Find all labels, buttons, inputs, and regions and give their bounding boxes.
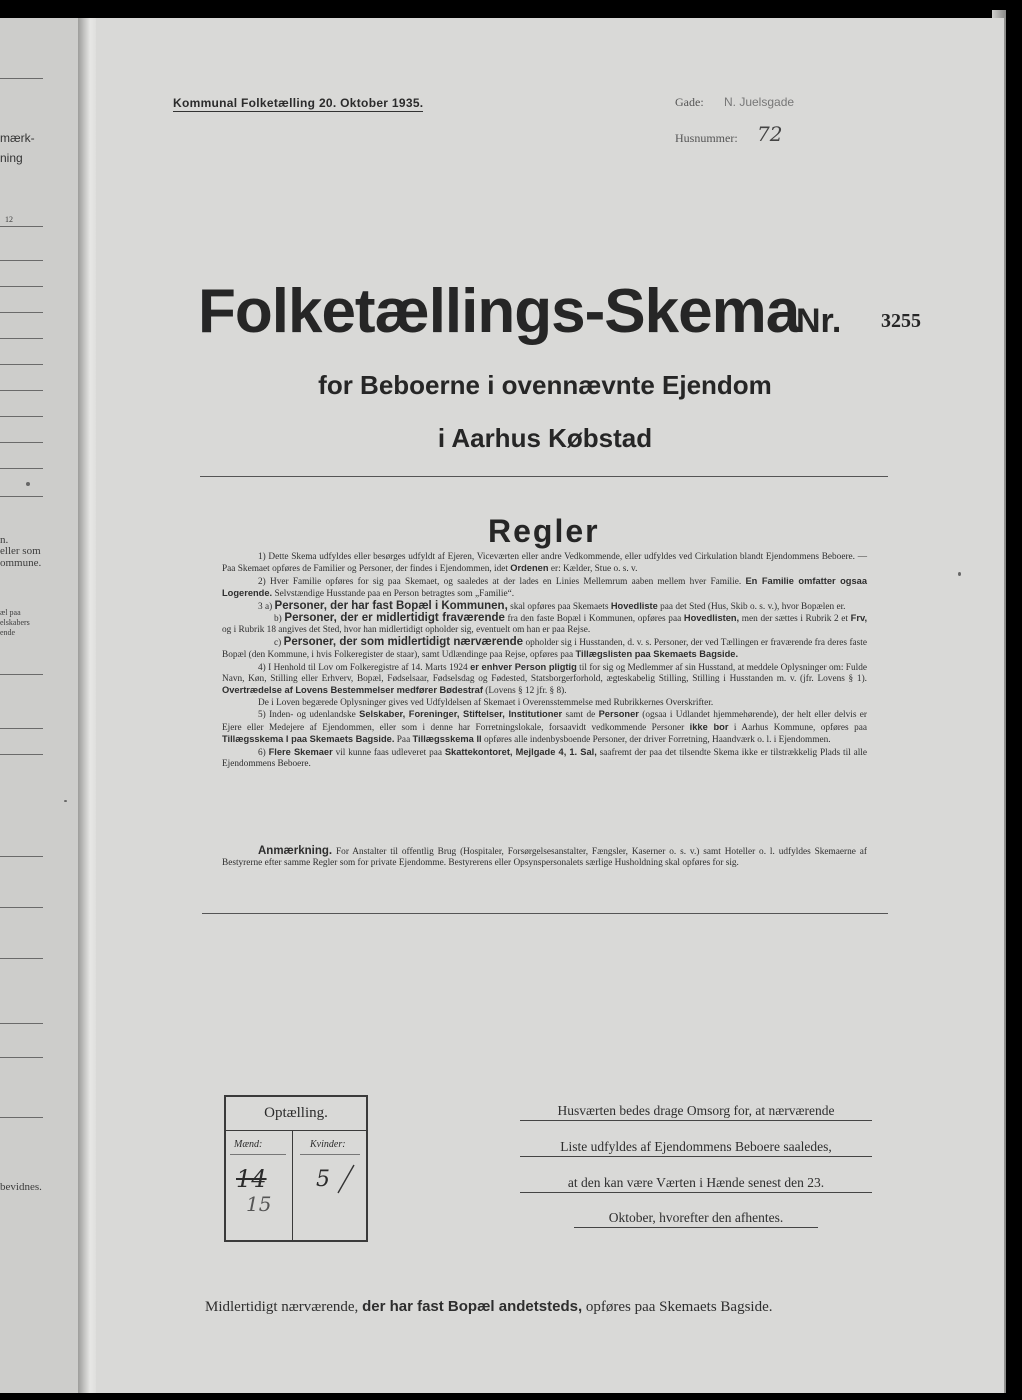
check-mark-icon — [336, 1163, 356, 1197]
house-number-value: 72 — [757, 122, 783, 146]
rule-3c: c) Personer, der som midlertidigt nærværende opholder sig i Husstanden, d. v. s. Personer, der ved Tællingen er fraværende fra deres faste Bopæl (den Kommune, i hvis Folkeregister de staar), samt Udlændinge paa Rejse, opføres paa Tillægslisten paa Skemaets Bagside. — [222, 635, 867, 661]
notice-line-4: Oktober, hvorefter den afhentes. — [574, 1210, 818, 1228]
men-count: 15 — [246, 1192, 272, 1216]
left-page-rule — [0, 338, 43, 339]
count-title: Optælling. — [264, 1105, 328, 1121]
divider — [200, 476, 888, 477]
street-label: Gade: — [675, 95, 704, 109]
footer-part-2: der har fast Bopæl andetsteds, — [362, 1298, 583, 1315]
form-subtitle-city: i Aarhus Købstad — [437, 423, 653, 453]
left-page-rule — [0, 364, 43, 365]
left-page-rule — [0, 416, 43, 417]
rule-5: 5) Inden- og udenlandske Selskaber, Foreninger, Stiftelser, Institutioner samt de Personer (ogsaa i Udlandet hjemmehørende), der helt eller delvis er Ejere eller Medejere af Ejendommen, eller som i denne har Forretningslokale, forsaavidt vedkommende Personer ikke bor i Aarhus Kommune, opføres paa Tillægsskema I paa Skemaets Bagside. Paa Tillægsskema II opføres alle indenbysboende Personer, der driver Forretning, Haandværk o. l. i Ejendommen. — [222, 709, 868, 746]
left-page-rule — [0, 958, 43, 959]
left-page-text: ende — [0, 628, 16, 637]
left-page-rule — [0, 468, 43, 469]
street-value: N. Juelsgade — [724, 95, 795, 109]
left-page-text: elskabers — [0, 618, 30, 627]
left-page-rule — [0, 728, 43, 729]
left-page-rule — [0, 856, 43, 857]
left-page-text: bevidnes. — [0, 1181, 42, 1193]
form-title: Folketællings-Skema — [198, 277, 800, 346]
left-page-text: ning — [0, 151, 23, 165]
form-nr-label: Nr. — [796, 302, 842, 340]
women-label-rule — [300, 1154, 360, 1155]
rule-3b: b) Personer, der er midlertidigt fraværende fra den faste Bopæl i Kommunen, opføres paa Hovedlisten, men der sættes i Rubrik 2 et Frv, og i Rubrik 18 angives det Sted, hvor han midlertidigt opholder sig, eventuelt om han er paa Rejse. — [222, 612, 868, 636]
rule-1: 1) Dette Skema udfyldes eller besørges udfyldt af Ejeren, Viceværten eller andre Vedkommende, eller udfyldes ved Cirkulation blandt Ejendommens Beboere. — Paa Skemaet opføres de Familier og Personer, der findes i Ejendommen, idet Ordenen er: Kælder, Stue o. s. v. — [222, 552, 867, 575]
left-page-edge — [0, 18, 82, 1393]
rule-3a: 3 a) Personer, der har fast Bopæl i Kommunen, skal opføres paa Skemaets Hovedliste paa det Sted (Hus, Skib o. s. v.), hvor Bopælen er. — [258, 599, 846, 612]
left-page-rule — [0, 312, 43, 313]
remark-label: Anmærkning. — [258, 845, 333, 857]
left-page-rule — [0, 390, 43, 391]
men-label-rule — [230, 1154, 286, 1155]
left-page-rule — [0, 286, 43, 287]
rule-6: 6) Flere Skemaer vil kunne faas udleveret paa Skattekontoret, Mejlgade 4, 1. Sal, saafremt der paa det tilsendte Skema ikke er tilstrækkelig Plads til alle Ejendommens Beboere. — [222, 746, 868, 769]
remark-text: For Anstalter til offentlig Brug (Hospitaler, Forsørgelsesanstalter, Fængsler, Kaserner o. s. v.) samt Hoteller o. l. udfyldes Skemaerne af Bestyrerne efter samme Regler som for private Ejendomme. Bestyrerens eller Opsynspersonalets særlige Husholdning skal opføres for sig. — [222, 847, 867, 869]
ink-speck — [26, 482, 30, 486]
notice-line-3: at den kan være Værten i Hænde senest den 23. — [520, 1175, 872, 1193]
left-page-rule — [0, 1023, 43, 1024]
left-page-rule — [0, 1057, 43, 1058]
left-page-rule — [0, 226, 43, 227]
ink-speck — [958, 572, 961, 576]
form-subtitle: for Beboerne i ovennævnte Ejendom — [318, 370, 772, 400]
left-page-text: ommune. — [0, 557, 42, 569]
remark — [222, 846, 867, 870]
footer-part-3: opføres paa Skemaets Bagside. — [585, 1299, 773, 1315]
footer-note — [205, 1298, 773, 1316]
rule-4-note: De i Loven begærede Oplysninger gives ved Udfyldelsen af Skemaet i Overensstemmelse med Rubrikkernes Overskrifter. — [258, 697, 714, 708]
left-page-text: eller som — [0, 545, 41, 557]
house-number-label: Husnummer: — [675, 131, 738, 145]
notice-line-2: Liste udfyldes af Ejendommens Beboere saaledes, — [520, 1139, 872, 1157]
count-rule — [226, 1130, 366, 1131]
left-page-rule — [0, 754, 43, 755]
count-box — [224, 1095, 368, 1242]
left-page-rule — [0, 907, 43, 908]
left-page-rule — [0, 496, 43, 497]
left-page-rule — [0, 1117, 43, 1118]
women-label: Kvinder: — [310, 1139, 346, 1150]
left-page-text: n. — [0, 534, 9, 546]
left-page-text: mærk- — [0, 131, 35, 145]
women-count: 5 — [316, 1167, 330, 1192]
left-page-rule — [0, 674, 43, 675]
left-page-rule — [0, 442, 43, 443]
rules-heading: Regler — [488, 513, 600, 549]
ink-speck — [64, 800, 67, 802]
men-label: Mænd: — [234, 1139, 263, 1150]
census-header: Kommunal Folketælling 20. Oktober 1935. — [173, 96, 424, 110]
count-divider — [292, 1130, 293, 1240]
left-page-rule — [0, 260, 43, 261]
form-number: 3255 — [881, 310, 921, 332]
men-count-crossed: 14 — [236, 1165, 267, 1193]
rule-2: 2) Hver Familie opføres for sig paa Skemaet, og saaledes at der lades en Linies Mellemrum aaben mellem hver Familie. En Familie omfatter ogsaa Logerende. Selvstændige Husstande paa en Person betragtes som „Familie“. — [222, 575, 867, 600]
left-page-rule — [0, 78, 43, 79]
left-page-text: æl paa — [0, 608, 21, 617]
divider — [202, 913, 888, 914]
left-page-text: 12 — [5, 215, 13, 224]
notice-line-1: Husværten bedes drage Omsorg for, at nærværende — [520, 1103, 872, 1121]
rule-4: 4) I Henhold til Lov om Folkeregistre af 14. Marts 1924 er enhver Person pligtig til for sig og Medlemmer af sin Husstand, at meddele Oplysninger om: Fulde Navn, Køn, Stilling eller Erhverv, Bopæl, Fødselsaar, Fødselsdag og Fødested, Statsborgerforhold, ægteskabelig Stilling, Stilling i Husstanden m. v. (jfr. Lovens § 1). Overtrædelse af Lovens Bestemmelser medfører Bødestraf (Lovens § 12 jfr. § 8). — [222, 661, 867, 697]
rules-text — [222, 552, 867, 770]
footer-part-1: Midlertidigt nærværende, — [205, 1299, 359, 1315]
